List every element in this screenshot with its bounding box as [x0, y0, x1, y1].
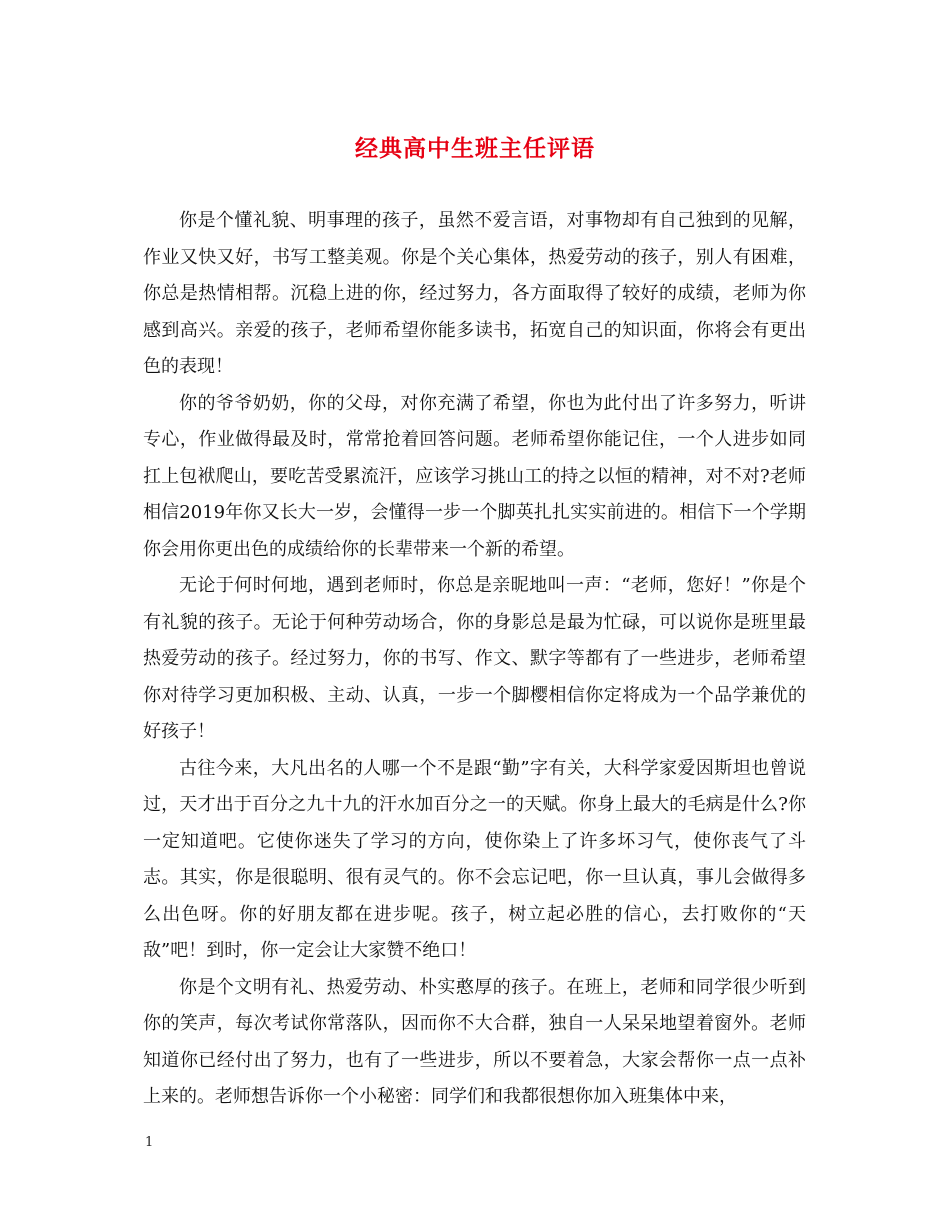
paragraph-4: 古往今来，大凡出名的人哪一个不是跟“勤”字有关，大科学家爱因斯坦也曾说过，天才出于百分之九十九的汗水加百分之一的天赋。你身上最大的毛病是什么?你一定知道吧。它使你迷失了学习的方向，使你染上了许多坏习气，使你丧气了斗志。其实，你是很聪明、很有灵气的。你不会忘记吧，你一旦认真，事儿会做得多么出色呀。你的好朋友都在进步呢。孩子，树立起必胜的信心，去打败你的“天敌”吧！到时，你一定会让大家赞不绝口！ — [143, 757, 806, 961]
paragraph-5: 你是个文明有礼、热爱劳动、朴实憨厚的孩子。在班上，老师和同学很少听到你的笑声，每次考试你常落队，因而你不大合群，独自一人呆呆地望着窗外。老师知道你已经付出了努力，也有了一些进步，所以不要着急，大家会帮你一点一点补上来的。老师想告诉你一个小秘密：同学们和我都很想你加入班集体中来， — [143, 976, 806, 1107]
paragraph-2: 你的爷爷奶奶，你的父母，对你充满了希望，你也为此付出了许多努力，听讲专心，作业做得最及时，常常抢着回答问题。老师希望你能记住，一个人进步如同扛上包袱爬山，要吃苦受累流汗，应该学习挑山工的持之以恒的精神，对不对?老师相信2019年你又长大一岁，会懂得一步一个脚英扎扎实实前进的。相信下一个学期你会用你更出色的成绩给你的长辈带来一个新的希望。 — [143, 392, 806, 560]
document-body — [143, 203, 806, 1116]
page-number: 1 — [145, 1135, 154, 1150]
document-title: 经典高中生班主任评语 — [355, 135, 595, 162]
paragraph-3: 无论于何时何地，遇到老师时，你总是亲昵地叫一声：“老师，您好！”你是个有礼貌的孩子。无论于何种劳动场合，你的身影总是最为忙碌，可以说你是班里最热爱劳动的孩子。经过努力，你的书写、作文、默字等都有了一些进步，老师希望你对待学习更加积极、主动、认真，一步一个脚樱相信你定将成为一个品学兼优的好孩子！ — [143, 575, 806, 742]
paragraph-1: 你是个懂礼貌、明事理的孩子，虽然不爱言语，对事物却有自己独到的见解，作业又快又好，书写工整美观。你是个关心集体，热爱劳动的孩子，别人有困难，你总是热情相帮。沉稳上进的你，经过努力，各方面取得了较好的成绩，老师为你感到高兴。亲爱的孩子，老师希望你能多读书，拓宽自己的知识面，你将会有更出色的表现！ — [143, 210, 806, 377]
